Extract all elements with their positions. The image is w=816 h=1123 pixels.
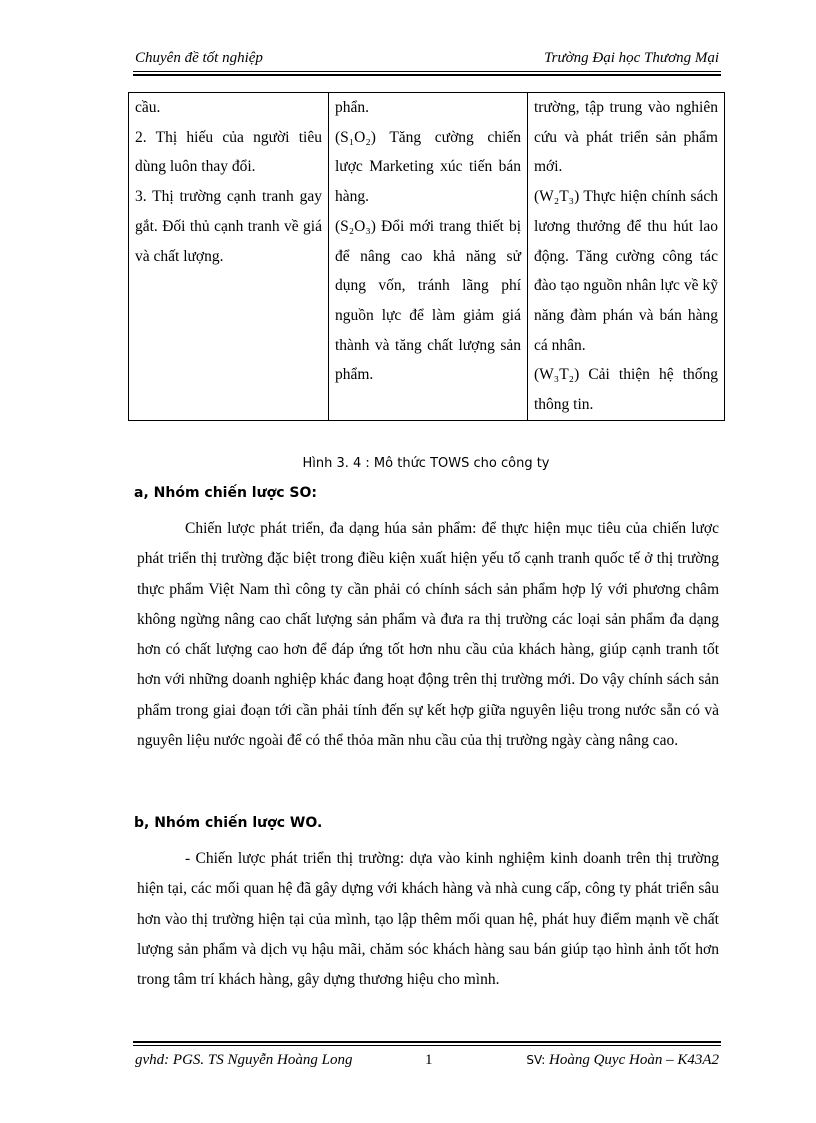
section-wo xyxy=(134,812,719,995)
strategy-item xyxy=(534,182,718,360)
section-heading: a, Nhóm chiến lược SO: xyxy=(134,485,317,501)
student-name: Hoàng Quyc Hoàn – K43A2 xyxy=(549,1052,719,1068)
sv-label: SV: xyxy=(526,1053,546,1067)
strategy-code: (W₃T₂) xyxy=(534,366,580,384)
strategy-code: (S₂O₃) xyxy=(335,217,376,235)
tows-table xyxy=(128,92,725,421)
student-info xyxy=(526,1052,719,1069)
st-strategy-cell xyxy=(329,93,528,421)
section-so xyxy=(134,482,719,756)
threat-item: 3. Thị trường cạnh tranh gay gắt. Đối thủ cạnh tranh về giá và chất lượng. xyxy=(135,188,322,265)
header-left-title: Chuyên đề tốt nghiệp xyxy=(135,50,263,66)
section-paragraph: - Chiến lược phát triển thị trường: dựa vào kinh nghiệm kinh doanh trên thị trường hiện tại, các mối quan hệ đã gây dựng với khách hàng và nhà cung cấp, công ty phát triển sâu hơn vào thị trường hiện tại của mình, tạo lập thêm mối quan hệ, phát huy điểm mạnh về chất lượng sản phẩm và dịch vụ hậu mãi, chăm sóc khách hàng sau bán giúp tạo hình ảnh tốt hơn trong tâm trí khách hàng, gây dựng thương hiệu cho mình. xyxy=(137,850,719,989)
strategy-text: Thực hiện chính sách lương thưởng để thu hút lao động. Tăng cường công tác đào tạo nguồn nhân lực về kỹ năng đàm phán và bán hàng cá nhân. xyxy=(534,188,718,354)
table-row xyxy=(129,93,725,421)
page-number: 1 xyxy=(425,1052,433,1068)
cell-intro: phẩn. xyxy=(335,99,370,116)
wt-strategy-cell xyxy=(528,93,725,421)
footer-rule-thin xyxy=(133,1045,721,1046)
threats-cell xyxy=(129,93,329,421)
strategy-text: Tăng cường chiến lược Marketing xúc tiến bán hàng. xyxy=(335,128,521,206)
threat-item: cầu. xyxy=(135,99,161,116)
strategy-text: Cải thiện hệ thống thông tin. xyxy=(534,366,718,414)
section-paragraph: Chiến lược phát triển, đa dạng húa sản phẩm: để thực hiện mục tiêu của chiến lược phát triển thị trường đặc biệt trong điều kiện xuất hiện yếu tố cạnh tranh quốc tế ở thị trường thực phẩm Việt Nam thì công ty cần phải có chính sách sản phẩm hợp lý với phương châm không ngừng nâng cao chất lượng sản phẩm và đưa ra thị trường các loại sản phẩm đa dạng hơn có chất lượng cao hơn để đáp ứng tốt hơn nhu cầu của khách hàng, giúp cạnh tranh tốt hơn với những doanh nghiệp khác đang hoạt động trên thị trường mới. Do vậy chính sách sản phẩm trong giai đoạn tới cần phải tính đến sự kết hợp giữa nguyên liệu trong nước sẵn có và nguyên liệu nước ngoài để có thể thỏa mãn nhu cầu của thị trường ngày càng nâng cao. xyxy=(137,520,719,750)
strategy-text: Đổi mới trang thiết bị để nâng cao khả năng sử dụng vốn, tránh lãng phí nguồn lực để làm giảm giá thành và tăng chất lượng sản phẩm. xyxy=(335,217,521,384)
strategy-item xyxy=(534,360,718,419)
header-right-title: Trường Đại học Thương Mại xyxy=(544,50,719,66)
footer-rule-thick xyxy=(133,1041,721,1043)
figure-caption: Hình 3. 4 : Mô thức TOWS cho công ty xyxy=(302,456,550,471)
page-footer xyxy=(133,1052,721,1076)
advisor-name: gvhd: PGS. TS Nguyễn Hoàng Long xyxy=(135,1052,353,1068)
page-header xyxy=(133,48,721,72)
header-rule-thick xyxy=(133,74,721,76)
strategy-code: (W₂T₃) xyxy=(534,188,580,206)
strategy-item xyxy=(335,212,521,390)
header-rule-thin xyxy=(133,71,721,72)
strategy-code: (S₁O₂) xyxy=(335,128,376,146)
section-heading: b, Nhóm chiến lược WO. xyxy=(134,815,323,831)
threat-item: 2. Thị hiếu của người tiêu dùng luôn thay đổi. xyxy=(135,128,322,176)
strategy-item xyxy=(335,123,521,212)
cell-intro: trường, tập trung vào nghiên cứu và phát triển sản phẩm mới. xyxy=(534,99,718,176)
